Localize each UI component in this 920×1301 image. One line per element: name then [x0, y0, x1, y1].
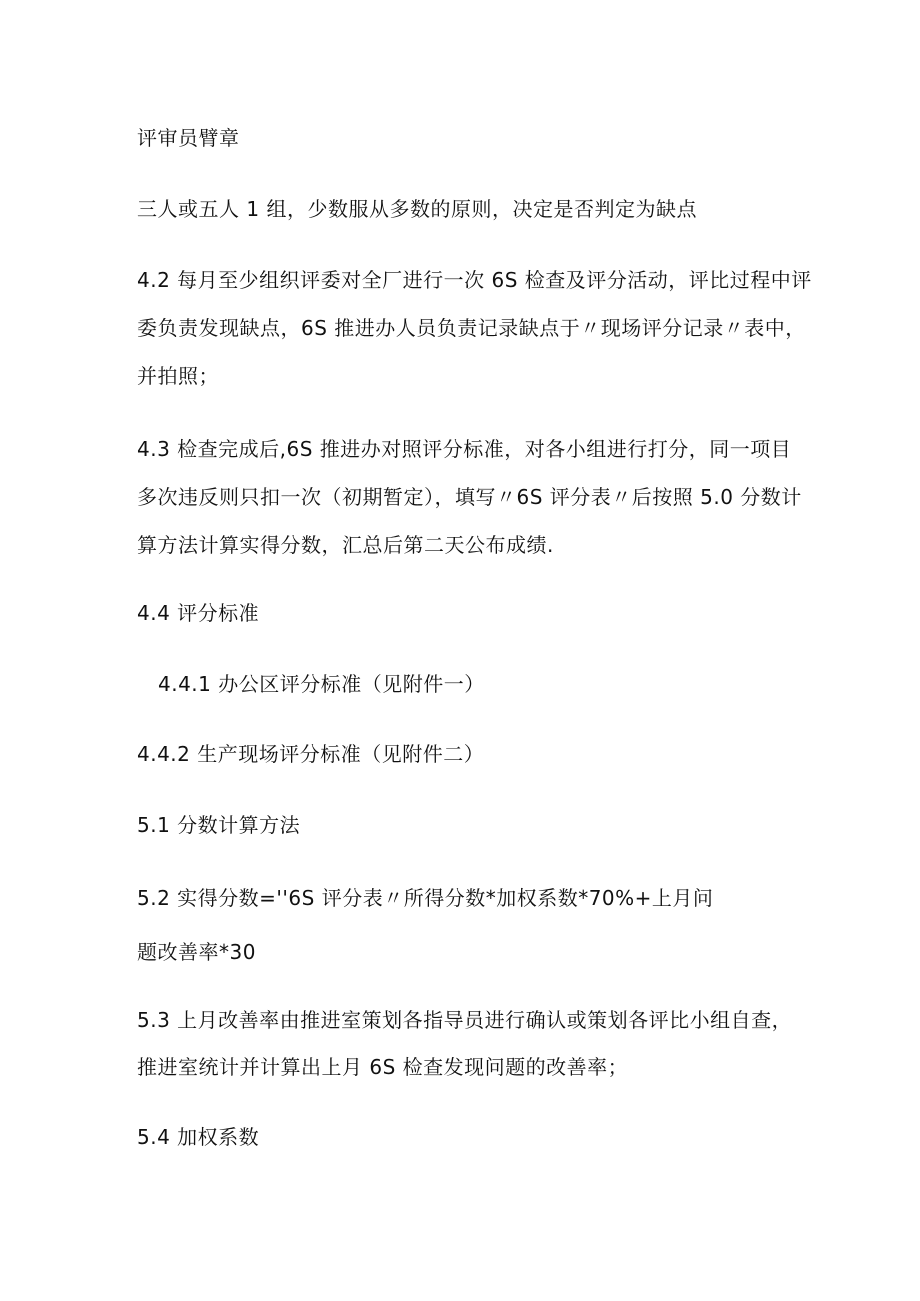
section-4-4-heading: 4.4 评分标准 [137, 601, 260, 625]
section-4-2-line-2: 委负责发现缺点，6S 推进办人员负责记录缺点于〃现场评分记录〃表中， [137, 316, 806, 340]
armband-heading: 评审员臂章 [137, 126, 240, 150]
section-5-3-line-2: 推进室统计并计算出上月 6S 检查发现问题的改善率； [137, 1055, 629, 1079]
section-4-3-line-3: 算方法计算实得分数，汇总后第二天公布成绩. [137, 533, 554, 557]
section-4-2-line-3: 并拍照； [137, 364, 219, 388]
section-5-4-heading: 5.4 加权系数 [137, 1125, 260, 1149]
section-5-2-line-2: 题改善率*30 [137, 940, 256, 964]
section-5-1-heading: 5.1 分数计算方法 [137, 813, 301, 837]
group-rule-text: 三人或五人 1 组，少数服从多数的原则，决定是否判定为缺点 [137, 197, 697, 221]
section-4-3-line-2: 多次违反则只扣一次（初期暂定），填写〃6S 评分表〃后按照 5.0 分数计 [137, 485, 802, 509]
section-5-3-line-1: 5.3 上月改善率由推进室策划各指导员进行确认或策划各评比小组自查， [137, 1008, 793, 1032]
section-4-2-line-1: 4.2 每月至少组织评委对全厂进行一次 6S 检查及评分活动，评比过程中评 [137, 268, 812, 292]
section-4-4-1: 4.4.1 办公区评分标准（见附件一） [158, 672, 485, 696]
section-5-2-line-1: 5.2 实得分数=''6S 评分表〃所得分数*加权系数*70%+上月问 [137, 886, 714, 910]
section-4-3-line-1: 4.3 检查完成后,6S 推进办对照评分标准，对各小组进行打分，同一项目 [137, 437, 792, 461]
section-4-4-2: 4.4.2 生产现场评分标准（见附件二） [137, 742, 485, 766]
